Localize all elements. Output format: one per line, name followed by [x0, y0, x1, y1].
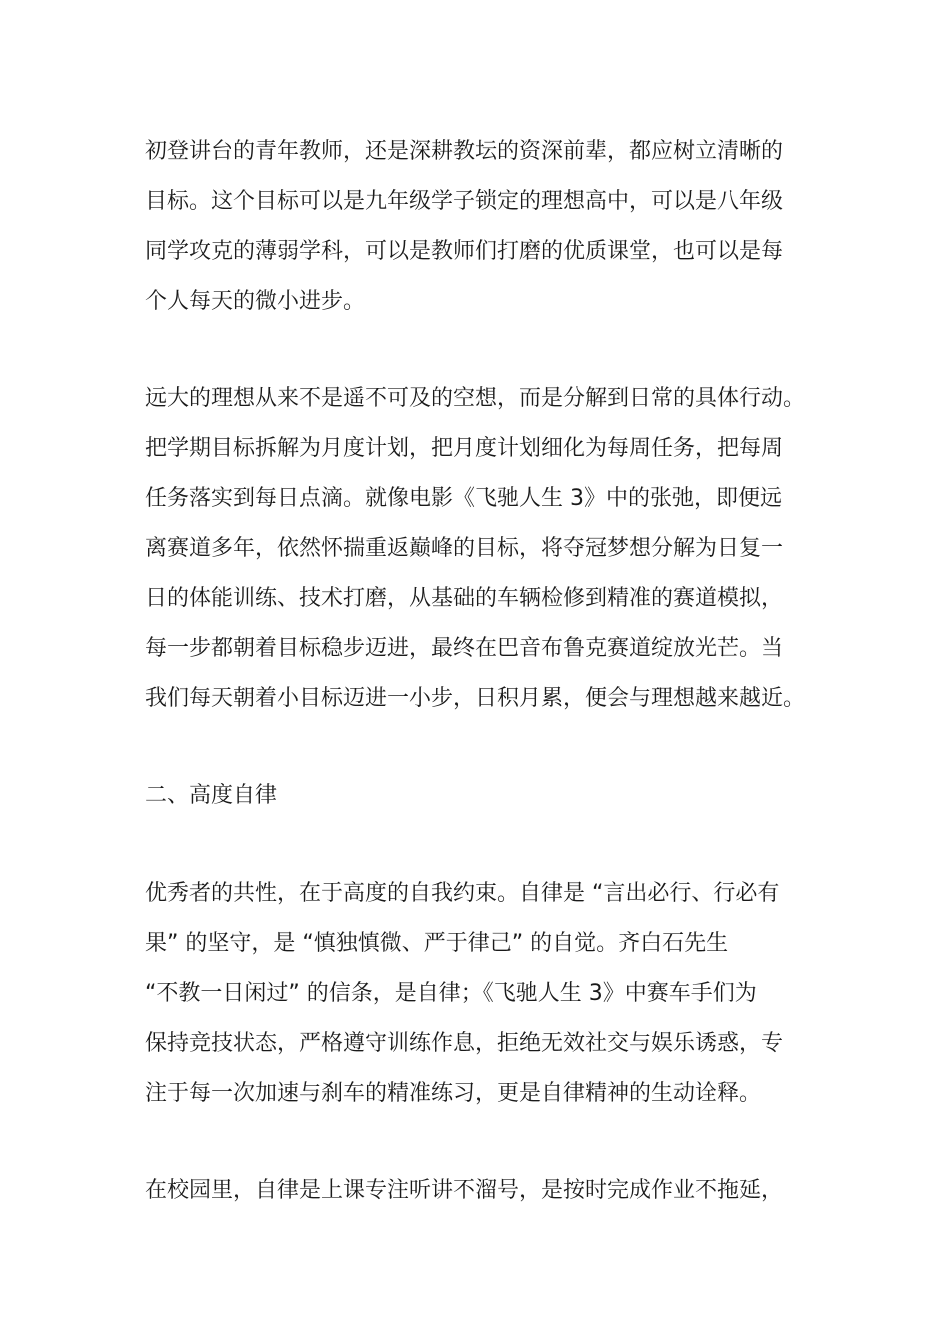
- paragraph-2-line: 把学期目标拆解为月度计划，把月度计划细化为每周任务，把每周: [145, 436, 784, 461]
- paragraph-2-line: 我们每天朝着小目标迈进一小步，日积月累，便会与理想越来越近。: [145, 686, 806, 711]
- section-heading: 二、高度自律: [145, 783, 278, 808]
- paragraph-1-line: 个人每天的微小进步。: [145, 289, 366, 314]
- paragraph-2-line: 任务落实到每日点滴。就像电影《飞驰人生 3》中的张弛，即便远: [145, 486, 782, 511]
- paragraph-1-line: 目标。这个目标可以是九年级学子锁定的理想高中，可以是八年级: [145, 189, 784, 214]
- paragraph-4-line: 在校园里，自律是上课专注听讲不溜号，是按时完成作业不拖延，: [145, 1178, 784, 1203]
- paragraph-3-line: 注于每一次加速与刹车的精准练习，更是自律精神的生动诠释。: [145, 1081, 762, 1106]
- paragraph-3-line: “不教一日闲过” 的信条，是自律；《飞驰人生 3》中赛车手们为: [145, 981, 757, 1006]
- paragraph-2-line: 每一步都朝着目标稳步迈进，最终在巴音布鲁克赛道绽放光芒。当: [145, 636, 784, 661]
- paragraph-2-line: 远大的理想从来不是遥不可及的空想，而是分解到日常的具体行动。: [145, 386, 806, 411]
- paragraph-1-line: 初登讲台的青年教师，还是深耕教坛的资深前辈，都应树立清晰的: [145, 139, 784, 164]
- paragraph-3-line: 优秀者的共性，在于高度的自我约束。自律是 “言出必行、行必有: [145, 881, 780, 906]
- paragraph-3-line: 保持竞技状态，严格遵守训练作息，拒绝无效社交与娱乐诱惑，专: [145, 1031, 784, 1056]
- paragraph-3-line: 果” 的坚守，是 “慎独慎微、严于律己” 的自觉。齐白石先生: [145, 931, 729, 956]
- paragraph-1-line: 同学攻克的薄弱学科，可以是教师们打磨的优质课堂，也可以是每: [145, 239, 784, 264]
- paragraph-2-line: 离赛道多年，依然怀揣重返巅峰的目标，将夺冠梦想分解为日复一: [145, 536, 784, 561]
- paragraph-2-line: 日的体能训练、技术打磨，从基础的车辆检修到精准的赛道模拟，: [145, 586, 784, 611]
